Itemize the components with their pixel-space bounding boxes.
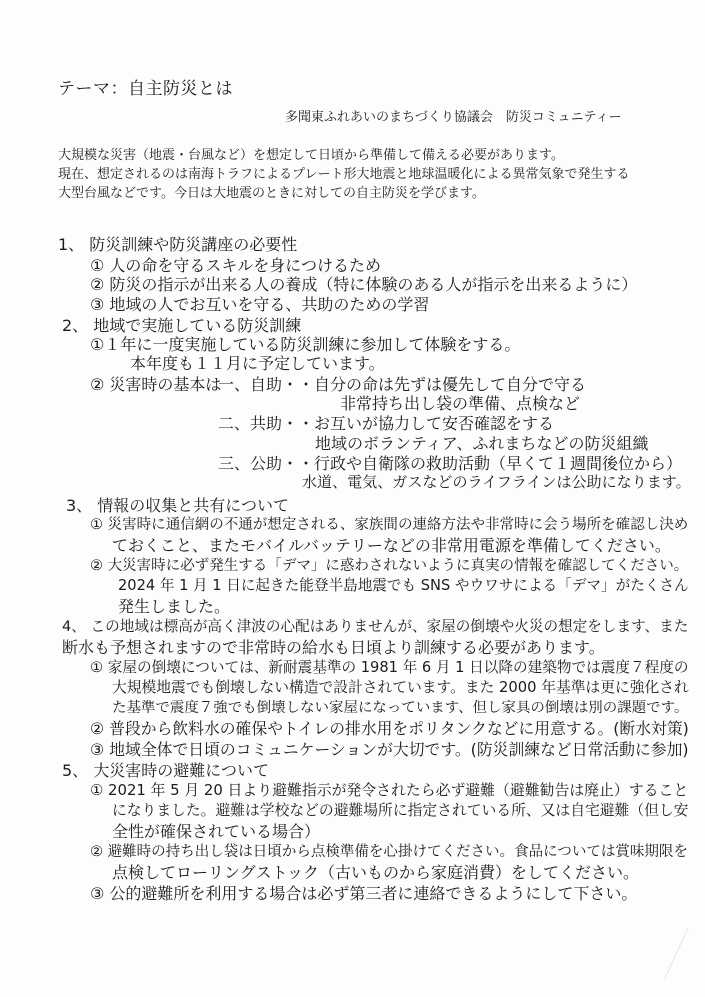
- section-5-item: ③ 公的避難所を利用する場合は必ず第三者に連絡できるようにして下さい。: [90, 884, 638, 903]
- basic-public-help-note: 水道、電気、ガスなどのライフラインは公助になります。: [302, 473, 691, 491]
- section-2-heading: 2、 地域で実施している防災訓練: [62, 316, 302, 335]
- section-3-item: ② 大災害時に必ず発生する「デマ」に惑わされないように真実の情報を確認してください。: [90, 558, 689, 574]
- section-3-item-cont: 2024 年 1 月 1 日に起きた能登半島地震でも SNS やウワサによる「デマ」がたくさん: [118, 577, 689, 594]
- basic-mutual-help: 二、共助・・お互いが協力して安否確認をする: [218, 414, 555, 433]
- section-3-item: ① 災害時に通信網の不通が想定される、家族間の連絡方法や非常時に会う場所を確認し決め: [90, 517, 689, 533]
- page-title: テーマ：自主防災とは: [58, 79, 233, 99]
- scan-artifact-mark: [664, 928, 705, 987]
- section-4-heading-cont: 断水も予想されますので非常時の給水も日頃より訓練する必要があります。: [62, 638, 605, 657]
- section-2-item-note: 本年度も１１月に予定しています。: [130, 354, 385, 373]
- section-4-item-cont: た基準で震度７強でも倒壊しない家屋になっています、但し家具の倒壊は別の課題です。: [112, 700, 689, 716]
- section-5-item: ② 避難時の持ち出し袋は日頃から点検準備を心掛けてください。食品については賞味期限を: [90, 844, 688, 860]
- section-1-heading: 1、 防災訓練や防災講座の必要性: [58, 235, 298, 254]
- section-3-heading: 3、 情報の収集と共有について: [66, 496, 289, 515]
- section-5-item: ① 2021 年 5 月 20 日より避難指示が発令されたら必ず避難（避難勧告は廃止）すること: [90, 781, 689, 799]
- basic-self-help-note: 非常持ち出し袋の準備、点検など: [340, 394, 581, 413]
- section-1-item: ③ 地域の人でお互いを守る、共助のための学習: [90, 295, 430, 314]
- basic-public-help: 三、公助・・行政や自衛隊の救助活動（早くて１週間後位から）: [218, 454, 683, 473]
- intro-paragraph: [58, 146, 678, 203]
- section-4-item: ① 家屋の倒壊については、新耐震基準の 1981 年 6 月 1 日以降の建築物では震度７程度の: [90, 659, 689, 676]
- section-3-item-cont: 発生しました。: [118, 597, 231, 616]
- section-4-item: ② 普段から飲料水の確保やトイレの排水用をポリタンクなどに用意する。(断水対策): [90, 719, 689, 738]
- section-4-item-cont: 大規模地震でも倒壊しない構造で設計されています。また 2000 年基準は更に強化され: [112, 679, 689, 696]
- section-4-item: ③ 地域全体で日頃のコミュニケーションが大切です。(防災訓練など日常活動に参加): [90, 740, 689, 759]
- section-5-item-cont: 全性が確保されている場合）: [112, 822, 321, 841]
- organization-name: 多聞東ふれあいのまちづくり協議会 防災コミュニティー: [285, 110, 622, 125]
- intro-line: 現在、想定されるのは南海トラフによるプレート形大地震と地球温暖化による異常気象で発生する: [58, 167, 630, 182]
- section-4-heading: 4、 この地域は標高が高く津波の心配はありませんが、家屋の倒壊や火災の想定をします、また: [62, 618, 689, 635]
- intro-line: 大型台風などです。今日は大地震のときに対しての自主防災を学びます。: [58, 186, 485, 201]
- basic-mutual-help-note: 地域のボランティア、ふれまちなどの防災組織: [315, 434, 649, 453]
- basic-self-help: 一、自助・・自分の命は先ずは優先して自分で守る: [218, 375, 587, 394]
- section-5-item-cont: 点検してローリングストック（古いものから家庭消費）をしてください。: [112, 863, 640, 882]
- section-5-item-cont: になりました。避難は学校などの避難場所に指定されている所、又は自宅避難（但し安: [112, 802, 689, 819]
- section-2-item: ①１年に一度実施している防災訓練に参加して体験をする。: [90, 335, 521, 354]
- section-3-item-cont: ておくこと、またモバイルバッテリーなどの非常用電源を準備してください。: [112, 536, 671, 555]
- section-1-item: ② 防災の指示が出来る人の養成（特に体験のある人が指示を出来るように）: [90, 275, 638, 294]
- section-1-item: ① 人の命を守るスキルを身につけるため: [90, 256, 381, 275]
- section-5-heading: 5、 大災害時の避難について: [62, 761, 269, 780]
- intro-line: 大規模な災害（地震・台風など）を想定して日頃から準備して備える必要があります。: [58, 148, 564, 163]
- section-2-item-label: ② 災害時の基本は: [90, 375, 222, 394]
